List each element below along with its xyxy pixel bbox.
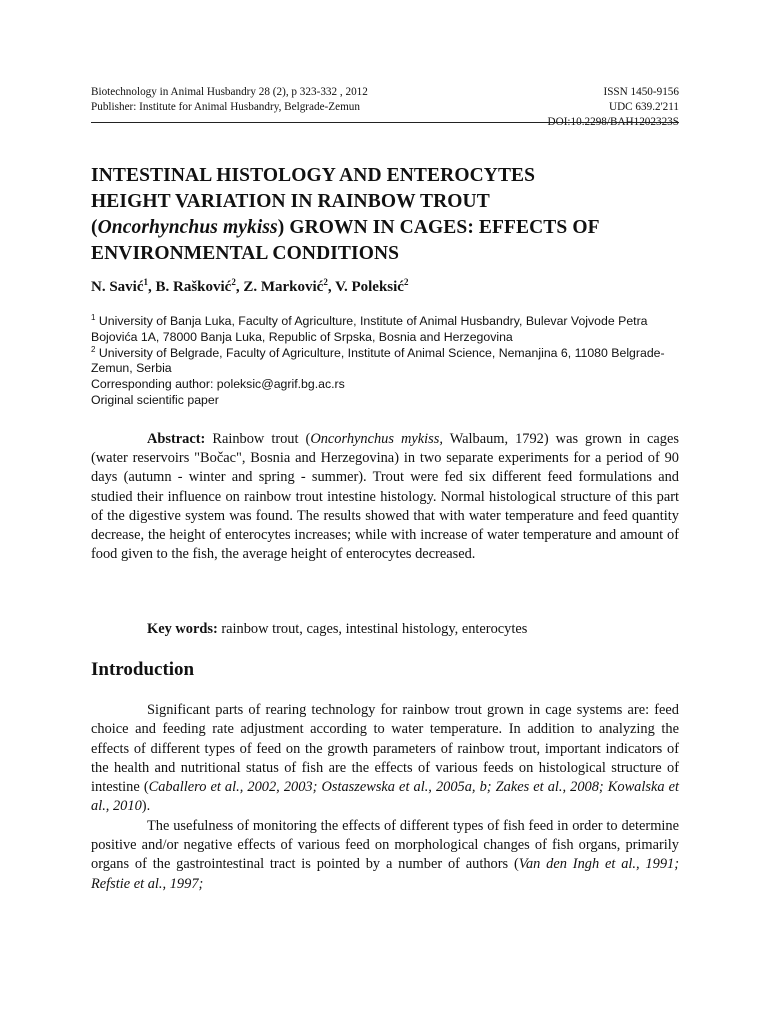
- section-heading-introduction: Introduction: [91, 659, 195, 680]
- title-line-2: HEIGHT VARIATION IN RAINBOW TROUT: [91, 191, 490, 212]
- doi: DOI:10.2298/BAH1202323S: [547, 116, 679, 128]
- author-affiliation-mark: 2: [403, 277, 409, 287]
- paragraph: [91, 817, 679, 894]
- corresponding-author: Corresponding author: poleksic@agrif.bg.ac.rs: [91, 377, 345, 392]
- citation: Van den Ingh et al., 1991; Refstie et al., 1997;: [91, 856, 680, 892]
- paper-title: [91, 163, 691, 267]
- affiliation-2: [91, 346, 691, 378]
- keywords-label: Key words:: [147, 621, 218, 637]
- paragraph: [91, 701, 679, 817]
- author-name: V. Poleksić: [335, 279, 404, 295]
- affiliation-1-mark: 1: [91, 312, 96, 322]
- paper-type: Original scientific paper: [91, 392, 219, 407]
- title-line-4: ENVIRONMENTAL CONDITIONS: [91, 243, 400, 264]
- affiliation-1-text: University of Banja Luka, Faculty of Agriculture, Institute of Animal Husbandry, Bulevar Vojvode Petra Bojovića 1A, 78000 Banja Luka, Republic of Srpska, Bosnia and Herzegovina: [91, 314, 648, 344]
- abstract-species: Oncorhynchus mykiss,: [310, 431, 443, 447]
- author-name: B. Rašković: [155, 279, 232, 295]
- title-line-1: INTESTINAL HISTOLOGY AND ENTEROCYTES: [91, 165, 536, 186]
- paragraph-text: ).: [141, 798, 151, 815]
- abstract-label: Abstract:: [147, 431, 206, 447]
- title-line-3: [91, 215, 691, 241]
- udc: UDC 639.2'211: [609, 101, 679, 113]
- issn: ISSN 1450-9156: [603, 86, 679, 98]
- header-divider: [91, 122, 679, 123]
- running-header: [91, 85, 679, 130]
- keywords: [147, 620, 527, 639]
- title-paren: (: [91, 217, 98, 238]
- title-line-3-rest: ) GROWN IN CAGES: EFFECTS OF: [277, 217, 600, 238]
- introduction-body: [91, 701, 679, 894]
- paragraph-text: Significant parts of rearing technology for rainbow trout grown in cage systems are: feed choice and feeding rate adjustment according to water temperature. In addition to analyzing the effects of different types of feed on the growth parameters of rainbow trout, important indicators of the health and nutritional status of fish are the effects of various feeds on histological structure of intestine (: [91, 702, 679, 796]
- title-species: Oncorhynchus mykiss: [97, 217, 278, 238]
- journal-citation: Biotechnology in Animal Husbandry 28 (2), p 323-332 , 2012: [91, 86, 368, 98]
- citation: Caballero et al., 2002, 2003; Ostaszewska et al., 2005a, b; Zakes et al., 2008; Kowalska et al., 2010: [91, 779, 679, 815]
- abstract: [91, 430, 679, 564]
- abstract-text-2: Walbaum, 1792) was grown in cages (water reservoirs "Bočac", Bosnia and Herzegovina) in two separate experiments for a period of 90 days (autumn - winter and spring - summer). Trout were fed six different feed formulations and studied their influence on rainbow trout intestine histology. Normal histological structure of this part of the digestive system was found. The results showed that with water temperature and feed quantity decrease, the height of enterocytes increases; while with increase of water temperature and amount of food given to the fish, the average height of enterocytes decreased.: [91, 431, 679, 563]
- abstract-text-1: Rainbow trout (: [205, 431, 311, 447]
- author-affiliation-mark: 2: [231, 277, 236, 287]
- author-name: N. Savić: [91, 279, 144, 295]
- affiliation-2-mark: 2: [91, 344, 96, 354]
- author-affiliation-mark: 1: [143, 277, 148, 287]
- author-name: Z. Marković: [243, 279, 324, 295]
- publisher: Publisher: Institute for Animal Husbandry, Belgrade-Zemun: [91, 101, 360, 113]
- affiliation-2-text: University of Belgrade, Faculty of Agriculture, Institute of Animal Science, Nemanjina 6, 11080 Belgrade-Zemun, Serbia: [91, 345, 665, 376]
- affiliation-1: [91, 314, 691, 346]
- keywords-text: rainbow trout, cages, intestinal histology, enterocytes: [217, 621, 528, 637]
- paragraph-text: The usefulness of monitoring the effects of different types of fish feed in order to determine positive and/or negative effects of various feed on morphological changes of fish organs, primarily organs of the gastrointestinal tract is pointed by a number of authors (: [91, 817, 679, 873]
- author-list: N. Savić$^1$, B. Rašković$^2$, Z. Marković$^2$, V. Poleksić$^2$: [91, 277, 409, 295]
- author-affiliation-mark: 2: [323, 277, 328, 287]
- affiliations: [91, 314, 691, 409]
